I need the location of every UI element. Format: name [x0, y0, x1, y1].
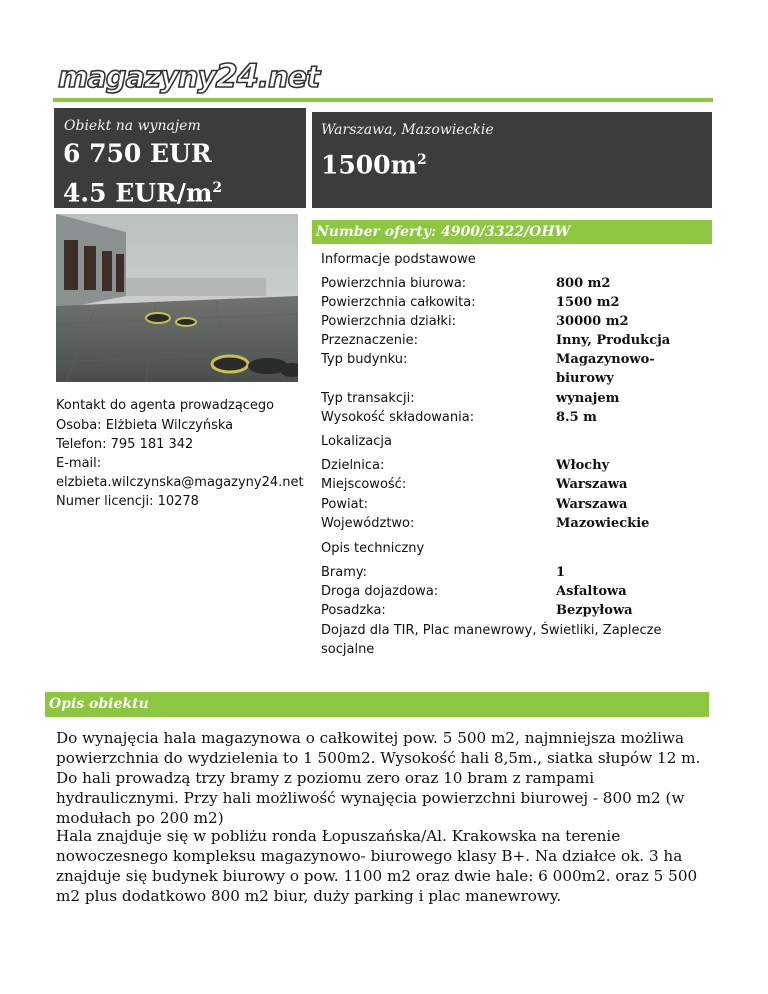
- basic-label-1: Powierzchnia całkowita:: [321, 295, 476, 310]
- area: $1500m^2$: [321, 150, 427, 180]
- location-panel: [312, 112, 712, 208]
- warehouse-photo: [56, 214, 298, 382]
- basic-value-4: Magazynowo-: [556, 352, 655, 367]
- technical-value-0: 1: [556, 565, 566, 580]
- site-logo[interactable]: [58, 57, 320, 95]
- technical-label-0: Bramy:: [321, 565, 368, 580]
- offer-number-bar: [312, 220, 712, 244]
- basic-label-3: Przeznaczenie:: [321, 333, 419, 348]
- technical-heading: Opis techniczny: [321, 541, 425, 556]
- basic-heading: Informacje podstawowe: [321, 252, 476, 267]
- location-value-1: Warszawa: [556, 477, 628, 492]
- technical-label-1: Droga dojazdowa:: [321, 584, 439, 599]
- logo-main: magazyny: [58, 60, 216, 94]
- technical-value-1: Asfaltowa: [556, 584, 627, 599]
- offer-number: Number oferty: 4900/3322/OHW: [316, 224, 571, 240]
- contact-license: Numer licencji: 10278: [56, 494, 199, 509]
- logo-number: 24: [215, 57, 258, 95]
- location-label-1: Miejscowość:: [321, 477, 407, 492]
- basic-value-6: wynajem: [556, 391, 620, 406]
- location-value-3: Mazowieckie: [556, 516, 650, 531]
- offer-type-label: Obiekt na wynajem: [64, 118, 201, 134]
- basic-value-7: 8.5 m: [556, 410, 597, 425]
- contact-email-label: E-mail:: [56, 456, 102, 471]
- price-panel: [54, 108, 306, 208]
- logo-tld: .net: [257, 60, 320, 94]
- description-paragraph-2: Hala znajduje się w pobliżu ronda Łopuszańska/Al. Krakowska na terenie nowoczesnego kompleksu magazynowo- biurowego klasy B+. Na działce ok. 3 ha znajduje się budynek biurowy o pow. 1100 m2 oraz dwie hale: 6 000m2. oraz 5 500 m2 plus dodatkowo 800 m2 biur, duży parking i plac manewrowy.: [56, 827, 698, 905]
- contact-heading: Kontakt do agenta prowadzącego: [56, 398, 275, 413]
- contact-block: [56, 416, 312, 511]
- basic-label-0: Powierzchnia biurowa:: [321, 276, 467, 291]
- basic-value-2: 30000 m2: [556, 314, 629, 329]
- basic-label-7: Wysokość składowania:: [321, 410, 475, 425]
- basic-value-1: 1500 m2: [556, 295, 620, 310]
- location-label: Warszawa, Mazowieckie: [321, 122, 494, 138]
- description-bar: [45, 692, 709, 717]
- basic-label-2: Powierzchnia działki:: [321, 314, 456, 329]
- location-label-3: Województwo:: [321, 516, 415, 531]
- basic-label-4: Typ budynku:: [321, 352, 408, 367]
- header-divider: [53, 98, 713, 102]
- location-label-2: Powiat:: [321, 497, 369, 512]
- description-heading: Opis obiektu: [49, 696, 149, 712]
- basic-label-6: Typ transakcji:: [321, 391, 415, 406]
- location-label-0: Dzielnica:: [321, 458, 385, 473]
- contact-phone[interactable]: Telefon: 795 181 342: [56, 437, 194, 452]
- technical-label-2: Posadzka:: [321, 603, 386, 618]
- basic-value-5: biurowy: [556, 371, 614, 386]
- contact-email[interactable]: elzbieta.wilczynska@magazyny24.net: [56, 475, 304, 490]
- technical-features: Dojazd dla TIR, Plac manewrowy, Świetliki, Zaplecze socjalne: [321, 623, 662, 657]
- warehouse-photo-image: [56, 214, 298, 382]
- description-paragraph-1: Do wynajęcia hala magazynowa o całkowitej pow. 5 500 m2, najmniejsza możliwa powierzchnia do wydzielenia to 1 500m2. Wysokość hali 8,5m., siatka słupów 12 m. Do hali prowadzą trzy bramy z poziomu zero oraz 10 bram z rampami hydraulicznymi. Przy hali możliwość wynajęcia powierzchni biurowej - 800 m2 (w modułach po 200 m2): [56, 729, 701, 827]
- technical-value-2: Bezpyłowa: [556, 603, 633, 618]
- contact-person: Osoba: Elżbieta Wilczyńska: [56, 418, 234, 433]
- location-value-2: Warszawa: [556, 497, 628, 512]
- location-value-0: Włochy: [556, 458, 610, 473]
- basic-value-0: 800 m2: [556, 276, 611, 291]
- price-per-m2: 4.5 EUR/$m^2$: [63, 178, 223, 208]
- location-heading: Lokalizacja: [321, 434, 392, 449]
- price: 6 750 EUR: [63, 139, 212, 168]
- basic-value-3: Inny, Produkcja: [556, 333, 671, 348]
